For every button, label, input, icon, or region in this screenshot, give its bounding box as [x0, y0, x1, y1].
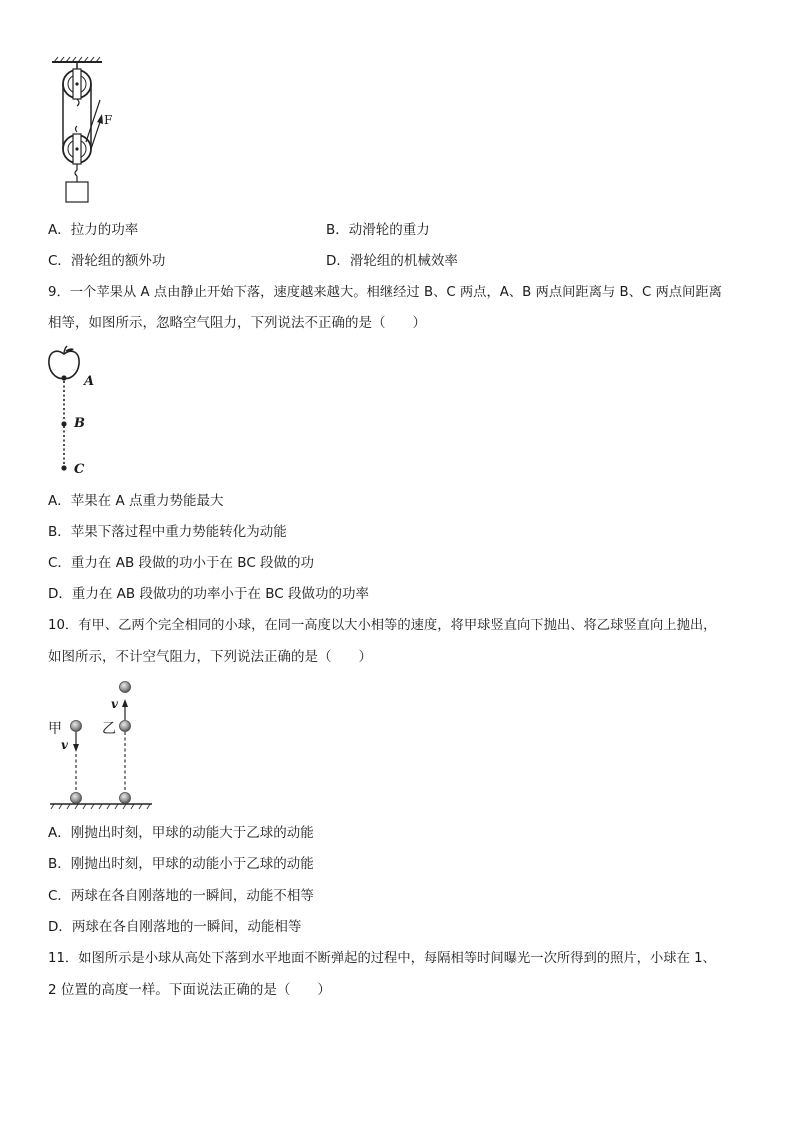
label-v-up: v: [111, 697, 118, 711]
q9-option-a[interactable]: A．苹果在 A 点重力势能最大: [48, 493, 224, 509]
label-point-b: B: [74, 416, 85, 431]
pulley-system-figure: [44, 56, 124, 206]
label-yi: 乙: [102, 721, 116, 737]
q8-option-c[interactable]: C．滑轮组的额外功: [48, 253, 166, 269]
q9-option-c[interactable]: C．重力在 AB 段做的功小于在 BC 段做的功: [48, 555, 315, 571]
label-point-a: A: [84, 374, 95, 389]
q10-option-c[interactable]: C．两球在各自刚落地的一瞬间，动能不相等: [48, 888, 314, 904]
q9-stem-line1: 9．一个苹果从 A 点由静止开始下落，速度越来越大。相继经过 B、C 两点，A、B 两点间距离与 B、C 两点间距离: [48, 285, 722, 300]
apple-fall-figure: [44, 344, 84, 474]
q10-option-a[interactable]: A．刚抛出时刻，甲球的动能大于乙球的动能: [48, 825, 314, 841]
label-jia: 甲: [48, 721, 62, 737]
q11-stem-line1: 11．如图所示是小球从高处下落到水平地面不断弹起的过程中，每隔相等时间曝光一次所得到的照片，小球在 1、: [48, 951, 716, 966]
q10-option-d[interactable]: D．两球在各自刚落地的一瞬间，动能相等: [48, 919, 302, 935]
force-label: F: [104, 113, 113, 127]
q10-stem-line2: 如图所示，不计空气阻力，下列说法正确的是（ ）: [48, 649, 372, 665]
q8-option-a[interactable]: A．拉力的功率: [48, 222, 139, 238]
label-v-down: v: [61, 738, 68, 752]
q9-option-b[interactable]: B．苹果下落过程中重力势能转化为动能: [48, 524, 287, 540]
q11-stem-line2: 2 位置的高度一样。下面说法正确的是（ ）: [48, 982, 331, 998]
q9-stem-line2: 相等，如图所示，忽略空气阻力，下列说法不正确的是（ ）: [48, 315, 426, 331]
q10-option-b[interactable]: B．刚抛出时刻，甲球的动能小于乙球的动能: [48, 856, 314, 872]
q10-stem-line1: 10．有甲、乙两个完全相同的小球，在同一高度以大小相等的速度，将甲球竖直向下抛出、将乙球竖直向上抛出，: [48, 618, 717, 633]
label-point-c: C: [74, 462, 85, 477]
q9-option-d[interactable]: D．重力在 AB 段做功的功率小于在 BC 段做功的功率: [48, 586, 370, 602]
q8-option-b[interactable]: B．动滑轮的重力: [326, 222, 430, 238]
q8-option-d[interactable]: D．滑轮组的机械效率: [326, 253, 458, 269]
